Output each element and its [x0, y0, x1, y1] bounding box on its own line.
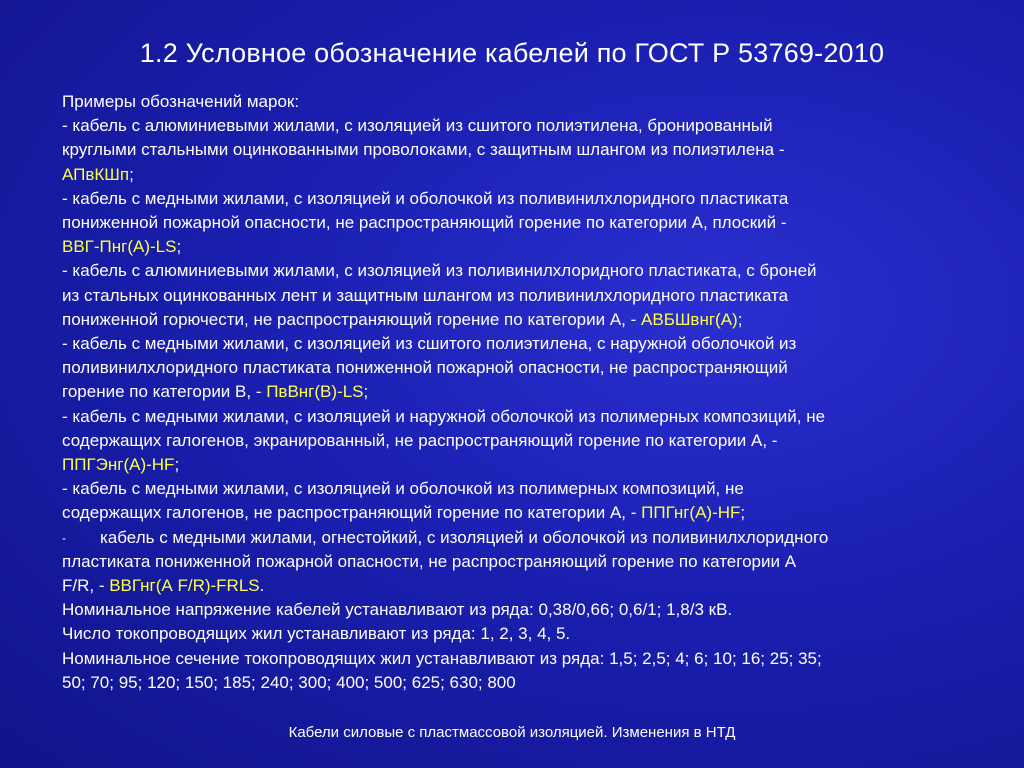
item-line: - кабель с алюминиевыми жилами, с изоляцией из поливинилхлоридного пластиката, с броней — [62, 261, 817, 281]
item-prefix: F/R, - — [62, 576, 110, 596]
bullet-dash: - — [62, 530, 66, 545]
item-line: пластиката пониженной пожарной опасности, не распространяющий горение по категории А — [62, 551, 797, 571]
section-text — [62, 647, 967, 695]
list-item — [62, 259, 967, 332]
item-line-last — [62, 574, 967, 598]
item-line-last — [62, 308, 967, 332]
item-line: - кабель с алюминиевыми жилами, с изоляцией из сшитого полиэтилена, бронированный — [62, 116, 773, 136]
slide-content — [62, 90, 967, 695]
list-item — [62, 405, 967, 478]
slide-title: 1.2 Условное обозначение кабелей по ГОСТ Р 53769-2010 — [139, 38, 885, 68]
list-item-bulleted — [62, 526, 967, 599]
item-line: кабель с медными жилами, огнестойкий, с изоляцией и оболочкой из поливинилхлоридного — [100, 527, 829, 547]
item-suffix: . — [259, 576, 265, 596]
cable-code: ППГнг(А)-HF — [641, 503, 741, 523]
list-item — [62, 477, 967, 525]
item-suffix: ; — [737, 309, 743, 329]
item-line: - кабель с медными жилами, с изоляцией и оболочкой из поливинилхлоридного пластиката — [62, 188, 789, 208]
cable-code: АВБШвнг(А) — [641, 309, 738, 329]
item-line: содержащих галогенов, экранированный, не распространяющий горение по категории А, - — [62, 430, 778, 450]
item-line-last — [62, 501, 967, 525]
slide-footer: Кабели силовые с пластмассовой изоляцией. Изменения в НТД — [288, 724, 736, 741]
item-line-last — [62, 380, 967, 404]
voltage-text: Номинальное напряжение кабелей устанавливают из ряда: 0,38/0,66; 0,6/1; 1,8/3 кВ. — [62, 600, 733, 620]
section-line: 50; 70; 95; 120; 150; 185; 240; 300; 400; 500; 625; 630; 800 — [62, 672, 516, 692]
section-line: Номинальное сечение токопроводящих жил устанавливают из ряда: 1,5; 2,5; 4; 6; 10; 16; 25; 35; — [62, 648, 822, 668]
item-line: - кабель с медными жилами, с изоляцией и оболочкой из полимерных композиций, не — [62, 479, 744, 499]
intro-text: Примеры обозначений марок: — [62, 92, 300, 111]
item-suffix: ; — [129, 164, 134, 184]
cores-text: Число токопроводящих жил устанавливают из ряда: 1, 2, 3, 4, 5. — [62, 624, 571, 644]
list-item — [62, 332, 967, 405]
list-item — [62, 114, 967, 187]
item-line: пониженной пожарной опасности, не распространяющий горение по категории А, плоский - — [62, 213, 787, 233]
item-line-last — [62, 235, 967, 259]
cable-code: ВВГ-Пнг(А)-LS — [62, 237, 177, 257]
item-line: - кабель с медными жилами, с изоляцией из сшитого полиэтилена, с наружной оболочкой из — [62, 334, 797, 354]
cable-code: АПвКШп — [62, 164, 130, 184]
item-line: - кабель с медными жилами, с изоляцией и наружной оболочкой из полимерных композиций, не — [62, 406, 826, 426]
cable-code: ПвВнг(В)-LS — [266, 382, 364, 402]
cable-code: ВВГнг(А F/R)-FRLS — [109, 576, 260, 596]
item-line-last — [62, 163, 967, 187]
cable-code: ППГЭнг(А)-HF — [62, 455, 175, 475]
item-suffix: ; — [363, 382, 369, 402]
item-line: круглыми стальными оцинкованными проволоками, с защитным шлангом из полиэтилена - — [62, 140, 785, 160]
item-line-last — [62, 453, 967, 477]
item-line: из стальных оцинкованных лент и защитным шлангом из поливинилхлоридного пластиката — [62, 285, 789, 305]
item-prefix: содержащих галогенов, не распространяющий горение по категории А, - — [62, 503, 642, 523]
item-suffix: ; — [174, 455, 180, 475]
item-prefix: горение по категории В, - — [62, 382, 267, 402]
item-prefix: пониженной горючести, не распространяющий горение по категории А, - — [62, 309, 642, 329]
item-line: поливинилхлоридного пластиката пониженной пожарной опасности, не распространяющий — [62, 358, 788, 378]
item-suffix: ; — [176, 237, 182, 257]
list-item — [62, 187, 967, 260]
item-suffix: ; — [740, 503, 746, 523]
